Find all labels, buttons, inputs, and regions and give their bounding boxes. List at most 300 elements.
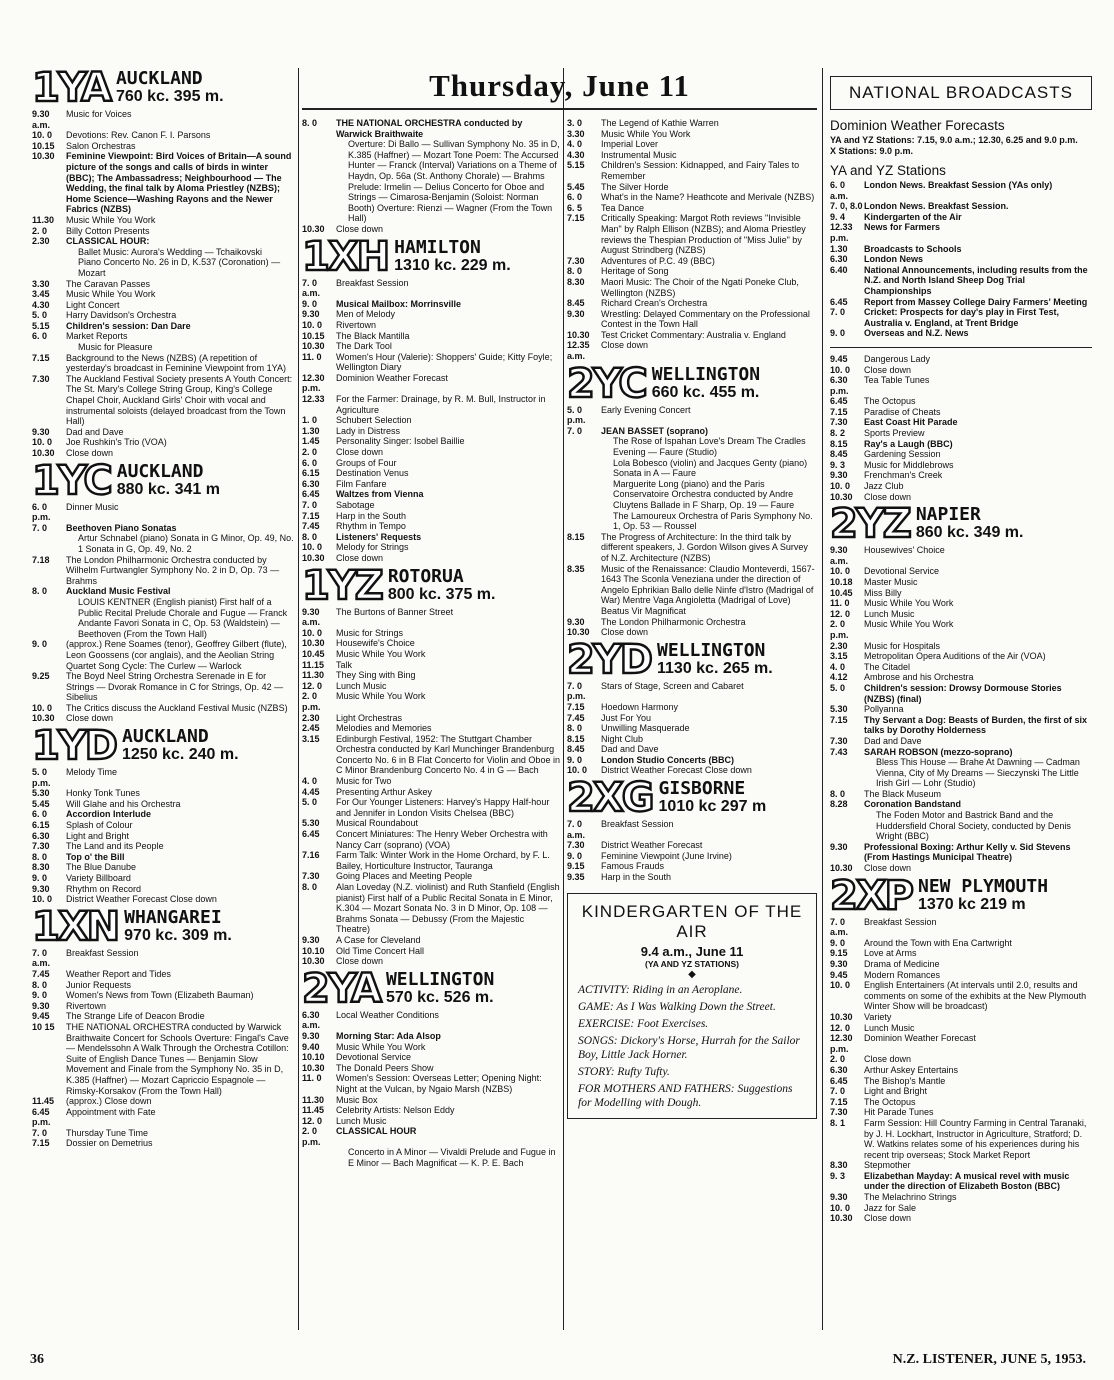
program-entry: [32, 321, 294, 332]
program-entry: [830, 407, 1092, 418]
program-title: Rivertown: [66, 1000, 107, 1011]
station-frequency: 860 kc. 349 m.: [915, 524, 1024, 542]
program-entry: [830, 1160, 1092, 1171]
program-time: 6. 5: [567, 202, 583, 213]
program-entry: [567, 160, 817, 181]
program-entry: [302, 1042, 560, 1053]
program-entry: [302, 628, 560, 639]
station-frequency: 1370 kc 219 m: [918, 895, 1026, 913]
program-entry: [567, 861, 817, 872]
program-time: 6.15: [32, 820, 50, 831]
program-entry: [32, 533, 294, 554]
program-title: The Octopus: [864, 396, 916, 407]
program-entry: [830, 354, 1092, 365]
program-entry: [567, 192, 817, 203]
program-title: Going Places and Meeting People: [336, 871, 473, 882]
program-time: 9. 0: [830, 937, 846, 948]
program-entry: [830, 417, 1092, 428]
station-logo: 2XG: [567, 775, 653, 822]
program-list-2yc: [567, 405, 817, 638]
program-entry: [830, 1076, 1092, 1087]
program-time: [32, 533, 66, 554]
program-time: 9.15: [830, 948, 848, 959]
program-entry: [32, 639, 294, 671]
program-entry: [567, 309, 817, 330]
program-time: 9.30: [32, 883, 50, 894]
diamond-icon: ◆: [688, 968, 696, 980]
program-title: Jazz Club: [864, 481, 904, 492]
program-time: 10.45: [830, 587, 853, 598]
program-entry: [302, 309, 560, 320]
station-city: NAPIER: [915, 504, 981, 526]
program-time: 10. 0: [830, 364, 851, 375]
program-time: [567, 458, 601, 479]
program-time: 9.45: [32, 1011, 50, 1022]
program-time: 4. 0: [830, 661, 846, 672]
program-entry: [32, 671, 294, 703]
program-title: Music of the Renaissance: Claudio Monteverdi, 1567-1643 The Sconla Veneziana under the direction of Angelo Ephrikian Ballo delle Ninfe d'Istro (Madrigal of War) Mentre Vaga Angioletta (Madrigal of Love) Beatus Vir Magnificat: [601, 563, 815, 616]
program-time: 10.30: [302, 638, 325, 649]
program-time: 2.45: [302, 723, 320, 734]
program-title: Broadcasts to Schools: [864, 243, 962, 254]
program-title: Love at Arms: [864, 948, 917, 959]
program-entry: [32, 1128, 294, 1139]
program-title: Musical Roundabout: [336, 818, 419, 829]
program-entry: [302, 818, 560, 829]
program-title: The Caravan Passes: [66, 278, 151, 289]
program-title: Stepmother: [864, 1160, 911, 1171]
program-title: The Boyd Neel String Orchestra Serenade in E for Strings — Dvorak Romance in C for Strings, Op. 42 — Sibelius: [66, 671, 284, 703]
program-time: 7.15: [567, 701, 585, 712]
program-time: 4.30: [32, 299, 50, 310]
kindergarten-game: GAME: As I Was Walking Down the Street.: [578, 1000, 776, 1013]
program-time: [830, 810, 864, 842]
program-title: Joe Rushkin's Trio (VOA): [66, 437, 167, 448]
page-number: 36: [30, 1352, 44, 1367]
program-time: 12.33: [302, 394, 325, 405]
national-program-list: [830, 180, 1092, 339]
program-title: Close down: [601, 340, 649, 351]
program-time: 7.45: [32, 968, 50, 979]
program-time: 11.45: [32, 1096, 55, 1107]
station-city: AUCKLAND: [116, 460, 204, 482]
program-entry: [830, 1107, 1092, 1118]
program-title: Close down: [864, 1213, 912, 1224]
program-title: Concerto in A Minor — Vivaldi Prelude and Fugue in E Minor — Bach Magnificat — K. P. E. Bach: [348, 1147, 556, 1169]
program-entry: [32, 597, 294, 639]
program-title: Rhythm in Tempo: [336, 521, 406, 532]
program-title: For Our Younger Listeners: Harvey's Happy Half-hour and Jennifer in London Visits Chelsea (BBC): [336, 797, 550, 818]
program-entry: [32, 427, 294, 438]
program-entry: [830, 1118, 1092, 1160]
program-title: Groups of Four: [336, 457, 397, 468]
program-entry: [567, 702, 817, 713]
program-time: 8. 0: [567, 266, 583, 277]
program-time: 10. 0: [32, 702, 53, 713]
program-time: 7. 0 p.m.: [567, 680, 586, 702]
program-title: Pollyanna: [864, 704, 904, 715]
program-entry: [302, 553, 560, 564]
program-title: Children's session: Dan Dare: [66, 320, 191, 331]
program-title: Lunch Music: [336, 680, 387, 691]
program-time: 8. 1: [830, 1117, 846, 1128]
program-time: 10.30: [302, 956, 325, 967]
program-list-1xh: [302, 278, 560, 564]
program-entry: [302, 1063, 560, 1074]
program-time: 7. 0: [567, 425, 583, 436]
program-title: Farm Talk: Winter Work in the Home Orchard, by F. L. Bailey, Horticulture Instructor, Tauranga: [336, 850, 550, 871]
program-title: Overseas and N.Z. News: [864, 328, 969, 339]
program-entry: [567, 734, 817, 745]
program-time: 10. 0: [830, 481, 851, 492]
program-entry: [32, 236, 294, 247]
program-time: 7. 0: [32, 1127, 48, 1138]
program-time: 7.30: [302, 871, 320, 882]
program-title: Breakfast Session: [601, 819, 674, 830]
program-time: 2.30: [830, 640, 848, 651]
station-frequency: 970 kc. 309 m.: [124, 926, 232, 944]
program-title: Bless This House — Brahe At Dawning — Cadman Vienna, City of My Dreams — Sieczynski The Little Irish Girl — Lohr (Studio): [876, 757, 1080, 789]
program-title: National Announcements, including results from the N.Z. and North Island Sheep Dog Trial Championships: [864, 264, 1088, 296]
program-title: Background to the News (NZBS) (A repetition of yesterday's broadcast in Feminine Viewpoint from 1YA): [66, 352, 286, 374]
program-title: Cricket: Prospects for day's play in First Test, Australia v. England, at Trent Bridge: [864, 307, 1060, 328]
program-time: 8. 0: [32, 979, 48, 990]
program-entry: [830, 449, 1092, 460]
program-entry: [567, 139, 817, 150]
program-title: Music for Strings: [336, 627, 404, 638]
program-entry: [32, 502, 294, 523]
program-time: 10.15: [32, 140, 55, 151]
program-title: Arthur Askey Entertains: [864, 1064, 959, 1075]
program-entry: [32, 151, 294, 215]
program-title: The Lamoureux Orchestra of Paris Symphony No. 1, Op. 53 — Roussel: [613, 510, 813, 532]
station-city: GISBORNE: [658, 778, 746, 800]
column-rule-2: [563, 68, 564, 1330]
program-time: 10. 0: [567, 765, 588, 776]
program-entry: [32, 289, 294, 300]
program-entry: [32, 767, 294, 788]
program-title: Artur Schnabel (piano) Sonata in G Minor, Op. 49, No. 1 Sonata in G, Op. 49, No. 2: [78, 533, 294, 554]
station-logo: 2YZ: [830, 501, 910, 548]
program-title: Celebrity Artists: Nelson Eddy: [336, 1105, 455, 1116]
program-time: 1.30: [302, 425, 320, 436]
station-frequency: 1130 kc. 265 m.: [657, 659, 773, 677]
program-title: London Studio Concerts (BBC): [601, 754, 734, 765]
program-time: 9.30: [830, 841, 848, 852]
program-time: 6.30 a.m.: [302, 1009, 321, 1031]
program-time: 5. 0: [302, 797, 318, 808]
program-title: The Octopus: [864, 1096, 916, 1107]
program-entry: [32, 862, 294, 873]
program-title: Top o' the Bill: [66, 851, 125, 862]
program-entry: [32, 1096, 294, 1107]
program-time: 10.18: [830, 577, 853, 587]
program-title: Appointment with Fate: [66, 1106, 156, 1117]
program-time: 1. 0: [302, 415, 318, 426]
program-entry: [32, 1001, 294, 1012]
program-time: 7. 0 a.m.: [302, 277, 321, 299]
program-title: They Sing with Bing: [336, 670, 416, 681]
program-time: 9.30 a.m.: [302, 606, 321, 628]
program-title: Close down: [336, 223, 384, 234]
column-2: [302, 118, 560, 1316]
program-entry: [567, 129, 817, 140]
program-entry: [302, 542, 560, 553]
program-entry: [567, 266, 817, 277]
program-title: Breakfast Session: [864, 916, 937, 927]
program-time: 8.30: [32, 862, 50, 873]
program-entry: [830, 222, 1092, 243]
program-time: 4.12: [830, 672, 848, 683]
program-entry: [830, 470, 1092, 481]
program-title: Music for Middlebrows: [864, 459, 954, 470]
program-title: Instrumental Music: [601, 149, 677, 160]
program-time: 10.30: [302, 1062, 325, 1073]
program-time: 7. 0 a.m.: [32, 947, 51, 969]
program-time: 9.15: [567, 861, 585, 872]
program-title: Around the Town with Ena Cartwright: [864, 937, 1012, 948]
program-entry: [567, 298, 817, 309]
program-time: 10.15: [302, 330, 325, 341]
program-title: THE NATIONAL ORCHESTRA conducted by Warwick Braithwaite: [336, 118, 523, 139]
program-time: 4.45: [302, 786, 320, 797]
program-time: 6.45: [302, 829, 320, 840]
program-time: 9.35: [567, 872, 585, 883]
program-entry: [32, 873, 294, 884]
station-header-1yz: [302, 562, 560, 609]
program-time: 7. 0: [830, 307, 846, 318]
program-time: 3.45: [32, 289, 50, 300]
program-time: 6.30: [32, 830, 50, 841]
program-time: 6.45: [302, 489, 320, 500]
program-entry: [32, 215, 294, 226]
program-title: Close down: [864, 364, 912, 375]
program-entry: [302, 118, 560, 139]
station-logo: 1YC: [32, 457, 111, 504]
program-entry: [830, 297, 1092, 308]
program-time: 7.15: [302, 510, 320, 521]
station-header-2yz: [830, 501, 1092, 548]
program-entry: [830, 1203, 1092, 1214]
program-title: Light and Bright: [66, 830, 130, 841]
program-title: Weather Report and Tides: [66, 968, 171, 979]
program-title: The Black Museum: [864, 788, 942, 799]
kindergarten-activity: ACTIVITY: Riding in an Aeroplane.: [578, 983, 743, 996]
program-title: Children's Session: Kidnapped, and Fairy Tales to Remember: [601, 160, 800, 181]
program-time: 12. 0: [302, 1115, 323, 1126]
program-title: Report from Massey College Dairy Farmers' Meeting: [864, 296, 1088, 307]
program-entry: [567, 182, 817, 193]
program-title: Dad and Dave: [66, 426, 124, 437]
program-title: Schubert Selection: [336, 415, 412, 426]
program-time: 6.30: [830, 254, 848, 265]
program-entry: [830, 747, 1092, 758]
program-entry: [830, 307, 1092, 328]
program-entry: [830, 736, 1092, 747]
program-entry: [302, 532, 560, 543]
program-title: Edinburgh Festival, 1952: The Stuttgart Chamber Orchestra conducted by Karl Munchinger Brandenburg Concerto No. 6 in B Flat Concerto for Violin and Oboe in C Minor Brandenburg Concerto No. 4 in G — Bach: [336, 733, 560, 776]
program-title: Alan Loveday (N.Z. violinist) and Ruth Stanfield (English pianist) First half of a Public Recital Sonata in E Minor, K.304 — Mozart Sonata No. 3 in D Minor, Op. 108 — Brahms Sonata — Debussy (From the Majestic Theatre): [336, 882, 560, 935]
program-title: Night Club: [601, 733, 644, 744]
station-logo: 1YA: [32, 66, 110, 111]
station-city: WHANGAREI: [124, 906, 222, 928]
program-entry: [302, 797, 560, 818]
program-entry: [302, 607, 560, 628]
station-frequency: 660 kc. 455 m.: [651, 383, 760, 401]
program-title: Wrestling: Delayed Commentary on the Professional Contest in the Town Hall: [601, 308, 810, 330]
program-time: 6. 0: [32, 331, 48, 342]
program-title: Waltzes from Vienna: [336, 489, 424, 500]
program-entry: [830, 428, 1092, 439]
program-title: The Foden Motor and Bastrick Band and the Huddersfield Choral Society, conducted by Denis Wright (BBC): [876, 810, 1071, 842]
program-time: 8. 0: [302, 118, 318, 128]
program-time: 5. 0 p.m.: [567, 404, 586, 426]
column-rule-1: [298, 68, 299, 1330]
program-entry: [302, 479, 560, 490]
program-title: The Auckland Festival Society presents A Youth Concert: The St. Mary's College String Group, King's College Chapel Choir, Auckland Girls' Choir with vocal and instrumental soloists (delayed broadcast from the Town Hall): [66, 373, 293, 427]
program-title: Old Time Concert Hall: [336, 945, 425, 956]
program-entry: [830, 619, 1092, 640]
program-time: 5.30: [830, 704, 848, 715]
program-title: Maori Music: The Choir of the Ngati Poneke Club, Wellington (NZBS): [601, 276, 799, 298]
station-header-1yc: [32, 457, 294, 504]
program-time: 2.30: [302, 712, 320, 723]
program-title: Test Cricket Commentary: Australia v. England: [601, 329, 786, 340]
program-title: Personality Singer: Isobel Baillie: [336, 436, 465, 447]
program-time: [567, 511, 601, 532]
program-title: Light Concert: [66, 299, 120, 310]
program-entry: [830, 212, 1092, 223]
program-title: Market Reports: [66, 331, 128, 342]
program-title: Close down: [864, 491, 912, 502]
program-title: Destination Venus: [336, 468, 409, 479]
program-time: 11.15: [302, 659, 325, 670]
program-title: Billy Cotton Presents: [66, 225, 150, 236]
program-time: 10.30: [302, 223, 325, 234]
program-title: Piano Concerto No. 26 in D, K.537 (Coronation) — Mozart: [78, 257, 281, 278]
program-time: 7.45: [302, 521, 320, 532]
program-entry: [32, 353, 294, 374]
program-title: English Entertainers (At intervals until 2.0, results and comments on some of the exhibits at the New Plymouth Winter Show will be broadcast): [864, 980, 1087, 1012]
program-time: 10. 0: [830, 1202, 851, 1213]
program-list-1yc: [32, 502, 294, 724]
program-title: (approx.) Close down: [66, 1096, 152, 1107]
program-entry: [32, 884, 294, 895]
program-time: 10. 0: [302, 319, 323, 330]
program-title: Feminine Viewpoint (June Irvine): [601, 850, 732, 861]
program-entry: [302, 1105, 560, 1116]
program-time: 7.15: [830, 1096, 848, 1107]
program-entry: [302, 1126, 560, 1147]
program-time: 8.15: [567, 531, 585, 542]
program-title: Devotional Service: [336, 1052, 412, 1063]
program-time: 9.30: [830, 470, 848, 481]
program-title: Drama of Medicine: [864, 959, 940, 969]
program-entry: [302, 458, 560, 469]
program-title: Presenting Arthur Askey: [336, 786, 433, 797]
station-frequency: 570 kc. 526 m.: [385, 988, 494, 1006]
program-title: Tea Table Tunes: [864, 375, 930, 386]
station-frequency: 760 kc. 395 m.: [115, 88, 224, 105]
program-entry: [830, 1171, 1092, 1192]
program-time: 7. 0: [302, 500, 318, 510]
program-entry: [32, 226, 294, 237]
program-title: London News. Breakfast Session.: [864, 201, 1009, 212]
program-entry: [302, 681, 560, 692]
program-title: The Burtons of Banner Street: [336, 606, 454, 617]
program-title: Close down: [864, 1054, 912, 1065]
program-time: 7.16: [302, 850, 320, 861]
program-title: What's in the Name? Heathcote and Merivale (NZBS): [601, 192, 815, 203]
program-entry: [830, 917, 1092, 938]
program-time: 10. 0: [32, 437, 53, 448]
program-list-2xg: [567, 819, 817, 883]
program-title: Dossier on Demetrius: [66, 1138, 153, 1149]
program-time: 7.30: [830, 735, 848, 746]
station-city: WELLINGTON: [651, 363, 761, 385]
weather-ya-yz: YA and YZ Stations: 7.15, 9.0 a.m.; 12.30, 6.25 and 9.0 p.m.: [830, 135, 1078, 145]
program-time: 10.45: [302, 648, 325, 659]
program-time: 5.45: [32, 798, 50, 809]
program-entry: [830, 1012, 1092, 1023]
program-entry: [830, 1097, 1092, 1108]
program-title: (approx.) Rene Soames (tenor), Geoffrey Gilbert (flute), Leon Goossens (cor anglais), and the Aeolian String Quartet Song Cycle: The Curlew — Warlock: [66, 639, 287, 671]
program-entry: [302, 352, 560, 373]
station-frequency: 880 kc. 341 m: [116, 480, 220, 498]
program-time: 8. 2: [830, 428, 846, 439]
program-title: The Black Mantilla: [336, 330, 410, 341]
station-logo: 1YD: [32, 723, 116, 770]
program-time: 11.30: [32, 214, 55, 225]
program-title: Devotions: Rev. Canon F. I. Parsons: [66, 130, 211, 141]
program-entry: [302, 1073, 560, 1094]
program-time: 6. 0 a.m.: [830, 180, 849, 201]
program-title: CLASSICAL HOUR:: [66, 236, 150, 247]
station-header-2yc: [567, 360, 817, 407]
program-title: Ray's a Laugh (BBC): [864, 438, 953, 449]
program-title: The Land and its People: [66, 841, 164, 852]
program-title: Film Fanfare: [336, 478, 387, 489]
program-entry: [32, 948, 294, 969]
program-time: 7.15: [32, 352, 50, 363]
program-time: 10.30: [302, 552, 325, 563]
program-title: Melody for Strings: [336, 542, 409, 553]
kindergarten-date: 9.4 a.m., June 11: [640, 943, 744, 959]
kindergarten-songs: SONGS: Dickory's Horse, Hurrah for the Sailor Boy, Little Jack Horner.: [578, 1034, 800, 1061]
program-title: London News: [864, 254, 923, 265]
program-title: Thy Servant a Dog: Beasts of Burden, the first of six talks by Dorothy Holderness: [864, 714, 1088, 736]
program-entry: [567, 681, 817, 702]
program-entry: [830, 328, 1092, 339]
program-time: 8.28: [830, 799, 848, 810]
program-title: Housewives' Choice: [864, 545, 945, 556]
program-time: 8. 0: [32, 586, 48, 597]
weather-heading: Dominion Weather Forecasts: [830, 118, 1005, 133]
program-time: 8. 0: [830, 788, 846, 799]
program-time: 2. 0: [302, 447, 318, 458]
station-logo: 1XN: [32, 903, 119, 950]
program-entry: [830, 948, 1092, 959]
column-1: [32, 66, 294, 1316]
program-time: 2. 0 p.m.: [302, 1126, 321, 1147]
station-header-1xh: [302, 233, 560, 280]
program-time: [302, 1147, 336, 1168]
program-title: Music Box: [336, 1094, 378, 1105]
program-title: Professional Boxing: Arthur Kelly v. Sid Stevens (From Hastings Municipal Theatre): [864, 841, 1071, 863]
program-entry: [830, 439, 1092, 450]
program-title: Hoedown Harmony: [601, 701, 679, 712]
program-title: Paradise of Cheats: [864, 406, 941, 417]
